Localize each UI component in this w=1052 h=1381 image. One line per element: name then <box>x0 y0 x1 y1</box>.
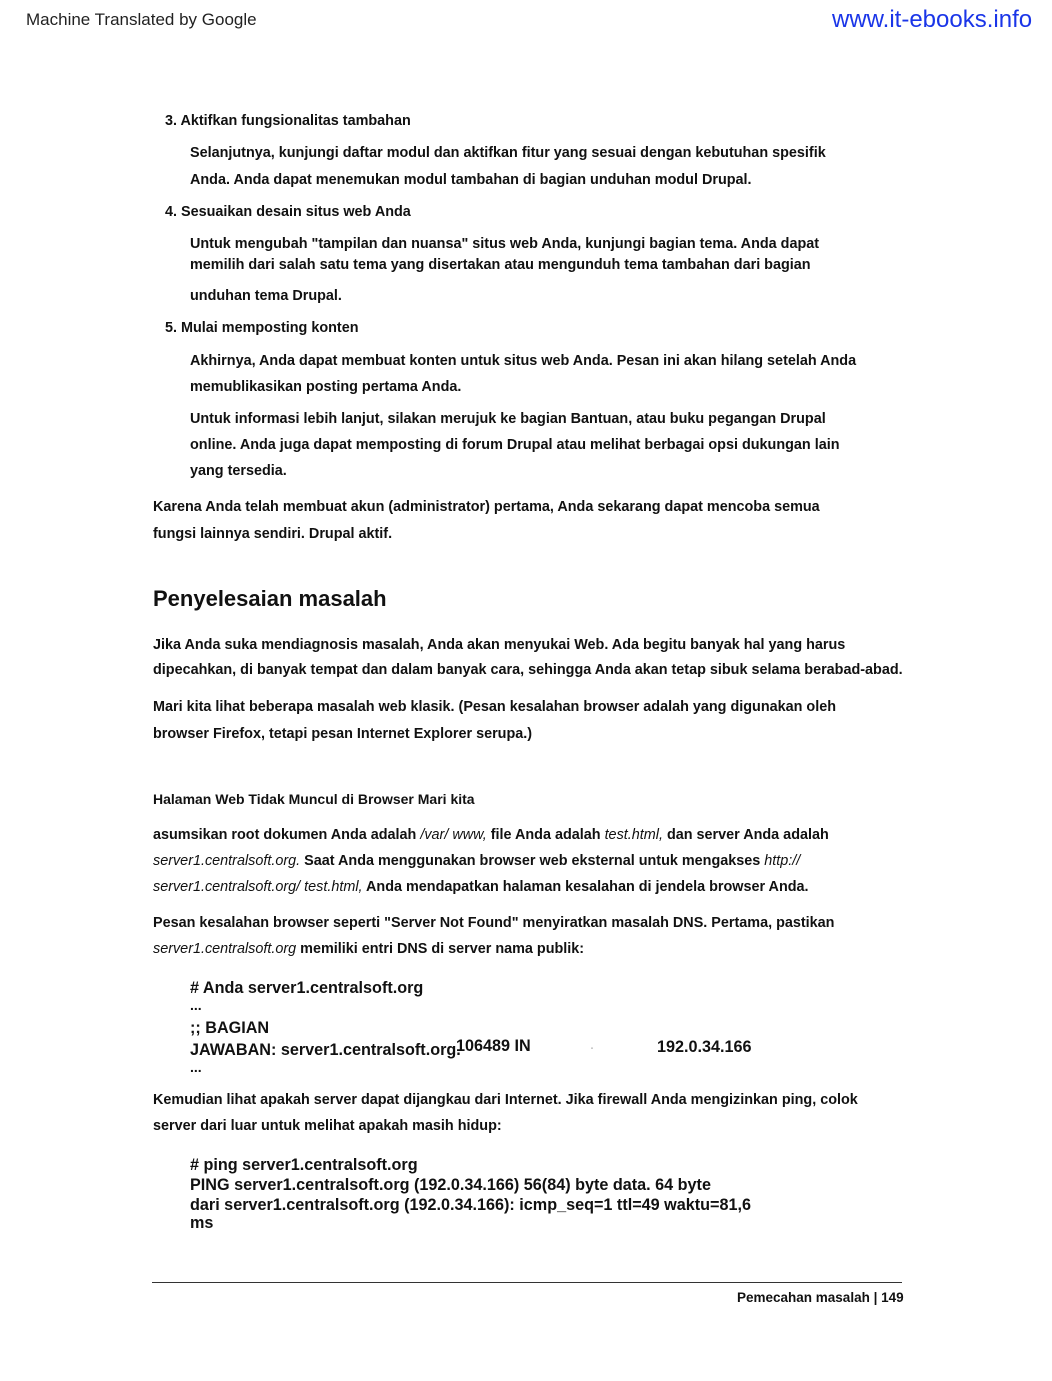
text-run: memiliki entri DNS di server nama publik: <box>296 941 585 957</box>
code-record-type: A <box>591 1046 594 1050</box>
code-line: ... <box>190 1059 202 1075</box>
section-heading: Penyelesaian masalah <box>153 586 387 611</box>
code-line: PING server1.centralsoft.org (192.0.34.166) 56(84) byte data. 64 byte <box>190 1176 711 1194</box>
step-5-line: yang tersedia. <box>190 463 287 479</box>
step-4-line: unduhan tema Drupal. <box>190 288 342 304</box>
text-run: asumsikan root dokumen Anda adalah <box>153 827 421 843</box>
step-4-line: Untuk mengubah "tampilan dan nuansa" situs web Anda, kunjungi bagian tema. Anda dapat <box>190 236 820 252</box>
filename-text: test.html, <box>604 827 663 843</box>
code-line: JAWABAN: server1.centralsoft.org. <box>190 1041 461 1059</box>
footer-divider <box>152 1282 902 1283</box>
text-run: dan server Anda adalah <box>662 827 829 843</box>
closing-paragraph-line: Karena Anda telah membuat akun (administrator) pertama, Anda sekarang dapat mencoba semua <box>153 499 820 515</box>
assume-paragraph-line <box>153 853 800 869</box>
step-3-line: Anda. Anda dapat menemukan modul tambahan di bagian unduhan modul Drupal. <box>190 172 752 188</box>
dns-paragraph-line: Pesan kesalahan browser seperti "Server Not Found" menyiratkan masalah DNS. Pertama, pastikan <box>153 915 835 931</box>
footer-page-label: Pemecahan masalah | 149 <box>737 1290 904 1305</box>
step-5-line: online. Anda juga dapat memposting di forum Drupal atau melihat berbagai opsi dukungan lain <box>190 437 840 453</box>
ping-paragraph-line: server dari luar untuk melihat apakah masih hidup: <box>153 1118 502 1134</box>
text-run: Saat Anda menggunakan browser web eksternal untuk mengakses <box>300 853 765 869</box>
code-ip-address: 192.0.34.166 <box>657 1038 752 1056</box>
code-line: ;; BAGIAN <box>190 1019 270 1037</box>
intro-paragraph-line: dipecahkan, di banyak tempat dan dalam banyak cara, sehingga Anda akan tetap sibuk selama berabad-abad. <box>153 662 903 678</box>
code-line: ms <box>190 1214 214 1232</box>
code-line: ... <box>190 997 202 1013</box>
assume-paragraph-line <box>153 879 809 895</box>
step-5-title: 5. Mulai memposting konten <box>165 320 359 336</box>
code-ttl-class: 106489 IN <box>456 1037 531 1055</box>
text-run: Anda mendapatkan halaman kesalahan di jendela browser Anda. <box>362 879 809 895</box>
intro-paragraph-line: browser Firefox, tetapi pesan Internet Explorer serupa.) <box>153 726 533 742</box>
text-run: file Anda adalah <box>486 827 605 843</box>
hostname-text: server1.centralsoft.org. <box>153 853 301 869</box>
url-text: server1.centralsoft.org/ test.html, <box>153 879 363 895</box>
step-3-title: 3. Aktifkan fungsionalitas tambahan <box>165 113 411 129</box>
step-5-line: memublikasikan posting pertama Anda. <box>190 379 462 395</box>
path-text: /var/ www, <box>420 827 487 843</box>
dns-paragraph-line <box>153 941 584 957</box>
assume-paragraph-line <box>153 827 829 843</box>
intro-paragraph-line: Jika Anda suka mendiagnosis masalah, Anda akan menyukai Web. Ada begitu banyak hal yang harus <box>153 637 846 653</box>
subsection-heading: Halaman Web Tidak Muncul di Browser Mari kita <box>153 791 475 807</box>
code-line: # ping server1.centralsoft.org <box>190 1156 418 1174</box>
site-link[interactable]: www.it-ebooks.info <box>832 6 1033 33</box>
step-5-line: Untuk informasi lebih lanjut, silakan merujuk ke bagian Bantuan, atau buku pegangan Drupal <box>190 411 826 427</box>
step-4-title: 4. Sesuaikan desain situs web Anda <box>165 204 411 220</box>
code-line: # Anda server1.centralsoft.org <box>190 979 424 997</box>
step-4-line: memilih dari salah satu tema yang disertakan atau mengunduh tema tambahan dari bagian <box>190 257 811 273</box>
hostname-text: server1.centralsoft.org <box>153 941 297 957</box>
code-line: dari server1.centralsoft.org (192.0.34.166): icmp_seq=1 ttl=49 waktu=81,6 <box>190 1196 752 1214</box>
intro-paragraph-line: Mari kita lihat beberapa masalah web klasik. (Pesan kesalahan browser adalah yang digunakan oleh <box>153 699 837 715</box>
url-text: http:// <box>764 853 801 869</box>
ping-paragraph-line: Kemudian lihat apakah server dapat dijangkau dari Internet. Jika firewall Anda mengizinkan ping, colok <box>153 1092 858 1108</box>
machine-translated-label: Machine Translated by Google <box>26 10 257 29</box>
step-5-line: Akhirnya, Anda dapat membuat konten untuk situs web Anda. Pesan ini akan hilang setelah Anda <box>190 353 857 369</box>
closing-paragraph-line: fungsi lainnya sendiri. Drupal aktif. <box>153 526 393 542</box>
step-3-line: Selanjutnya, kunjungi daftar modul dan aktifkan fitur yang sesuai dengan kebutuhan spesifik <box>190 145 826 161</box>
